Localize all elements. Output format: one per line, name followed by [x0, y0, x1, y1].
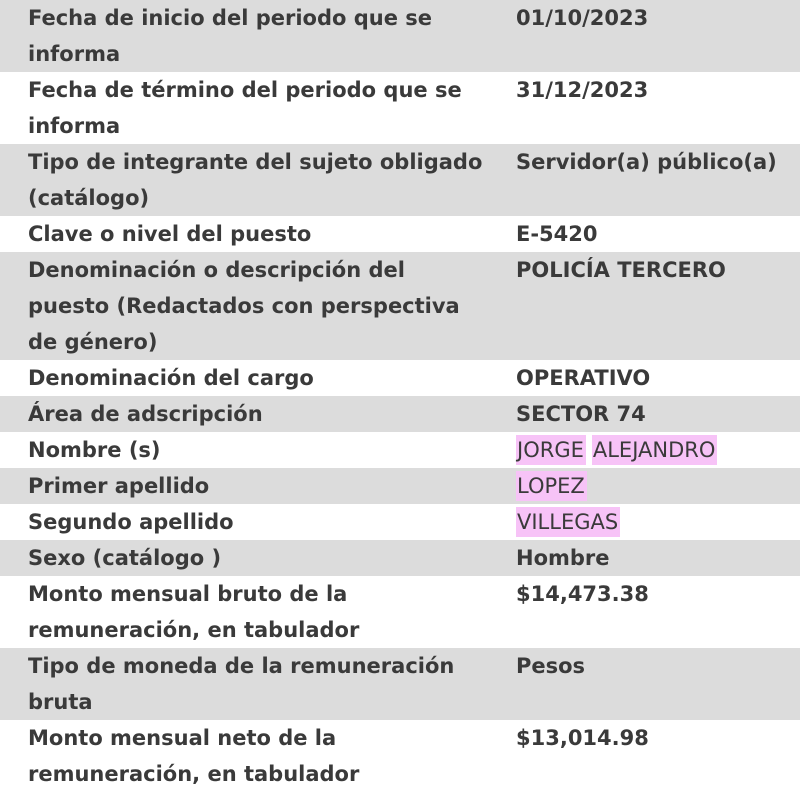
field-value-fecha-inicio: 01/10/2023 [516, 6, 649, 30]
field-label-monto-neto: Monto mensual neto de la remuneración, en tabulador [28, 726, 360, 786]
field-value-denominacion-puesto: POLICÍA TERCERO [516, 258, 726, 282]
table-row [0, 360, 800, 396]
field-label-sexo: Sexo (catálogo ) [28, 546, 222, 570]
field-value-denominacion-cargo: OPERATIVO [516, 366, 651, 390]
field-value-tipo-integrante: Servidor(a) público(a) [516, 150, 777, 174]
field-label-monto-bruto: Monto mensual bruto de la remuneración, en tabulador [28, 582, 360, 642]
field-value-area-adscripcion: SECTOR 74 [516, 402, 646, 426]
field-label-area-adscripcion: Área de adscripción [28, 402, 263, 426]
highlighted-name-part: JORGE [516, 435, 586, 465]
field-value-monto-neto: $13,014.98 [516, 726, 649, 750]
field-value-segundo-apellido [500, 504, 800, 540]
table-row [0, 468, 800, 504]
field-value-primer-apellido [500, 468, 800, 504]
field-label-denominacion-cargo: Denominación del cargo [28, 366, 314, 390]
table-row [0, 144, 800, 216]
table-row [0, 504, 800, 540]
table-row [0, 72, 800, 144]
field-label-denominacion-puesto: Denominación o descripción del puesto (Redactados con perspectiva de género) [28, 258, 460, 354]
field-label-tipo-integrante: Tipo de integrante del sujeto obligado (catálogo) [28, 150, 483, 210]
table-row [0, 0, 800, 72]
field-value-sexo: Hombre [516, 546, 610, 570]
table-row [0, 216, 800, 252]
table-row [0, 720, 800, 792]
field-value-monto-bruto: $14,473.38 [516, 582, 649, 606]
table-row [0, 396, 800, 432]
field-value-tipo-moneda: Pesos [516, 654, 586, 678]
field-label-primer-apellido: Primer apellido [28, 474, 210, 498]
field-label-fecha-termino: Fecha de término del periodo que se informa [28, 78, 462, 138]
table-row [0, 540, 800, 576]
table-row [0, 252, 800, 360]
field-label-clave-puesto: Clave o nivel del puesto [28, 222, 312, 246]
field-value-fecha-termino: 31/12/2023 [516, 78, 649, 102]
field-label-fecha-inicio: Fecha de inicio del periodo que se informa [28, 6, 433, 66]
highlighted-name-part: VILLEGAS [516, 507, 620, 537]
field-value-clave-puesto: E-5420 [516, 222, 598, 246]
table-row [0, 648, 800, 720]
highlighted-name-part: LOPEZ [516, 471, 587, 501]
highlighted-name-part: ALEJANDRO [592, 435, 718, 465]
field-value-nombre [500, 432, 800, 468]
field-label-segundo-apellido: Segundo apellido [28, 510, 234, 534]
table-row [0, 576, 800, 648]
table-row [0, 432, 800, 468]
field-label-tipo-moneda: Tipo de moneda de la remuneración bruta [28, 654, 455, 714]
field-label-nombre: Nombre (s) [28, 438, 161, 462]
